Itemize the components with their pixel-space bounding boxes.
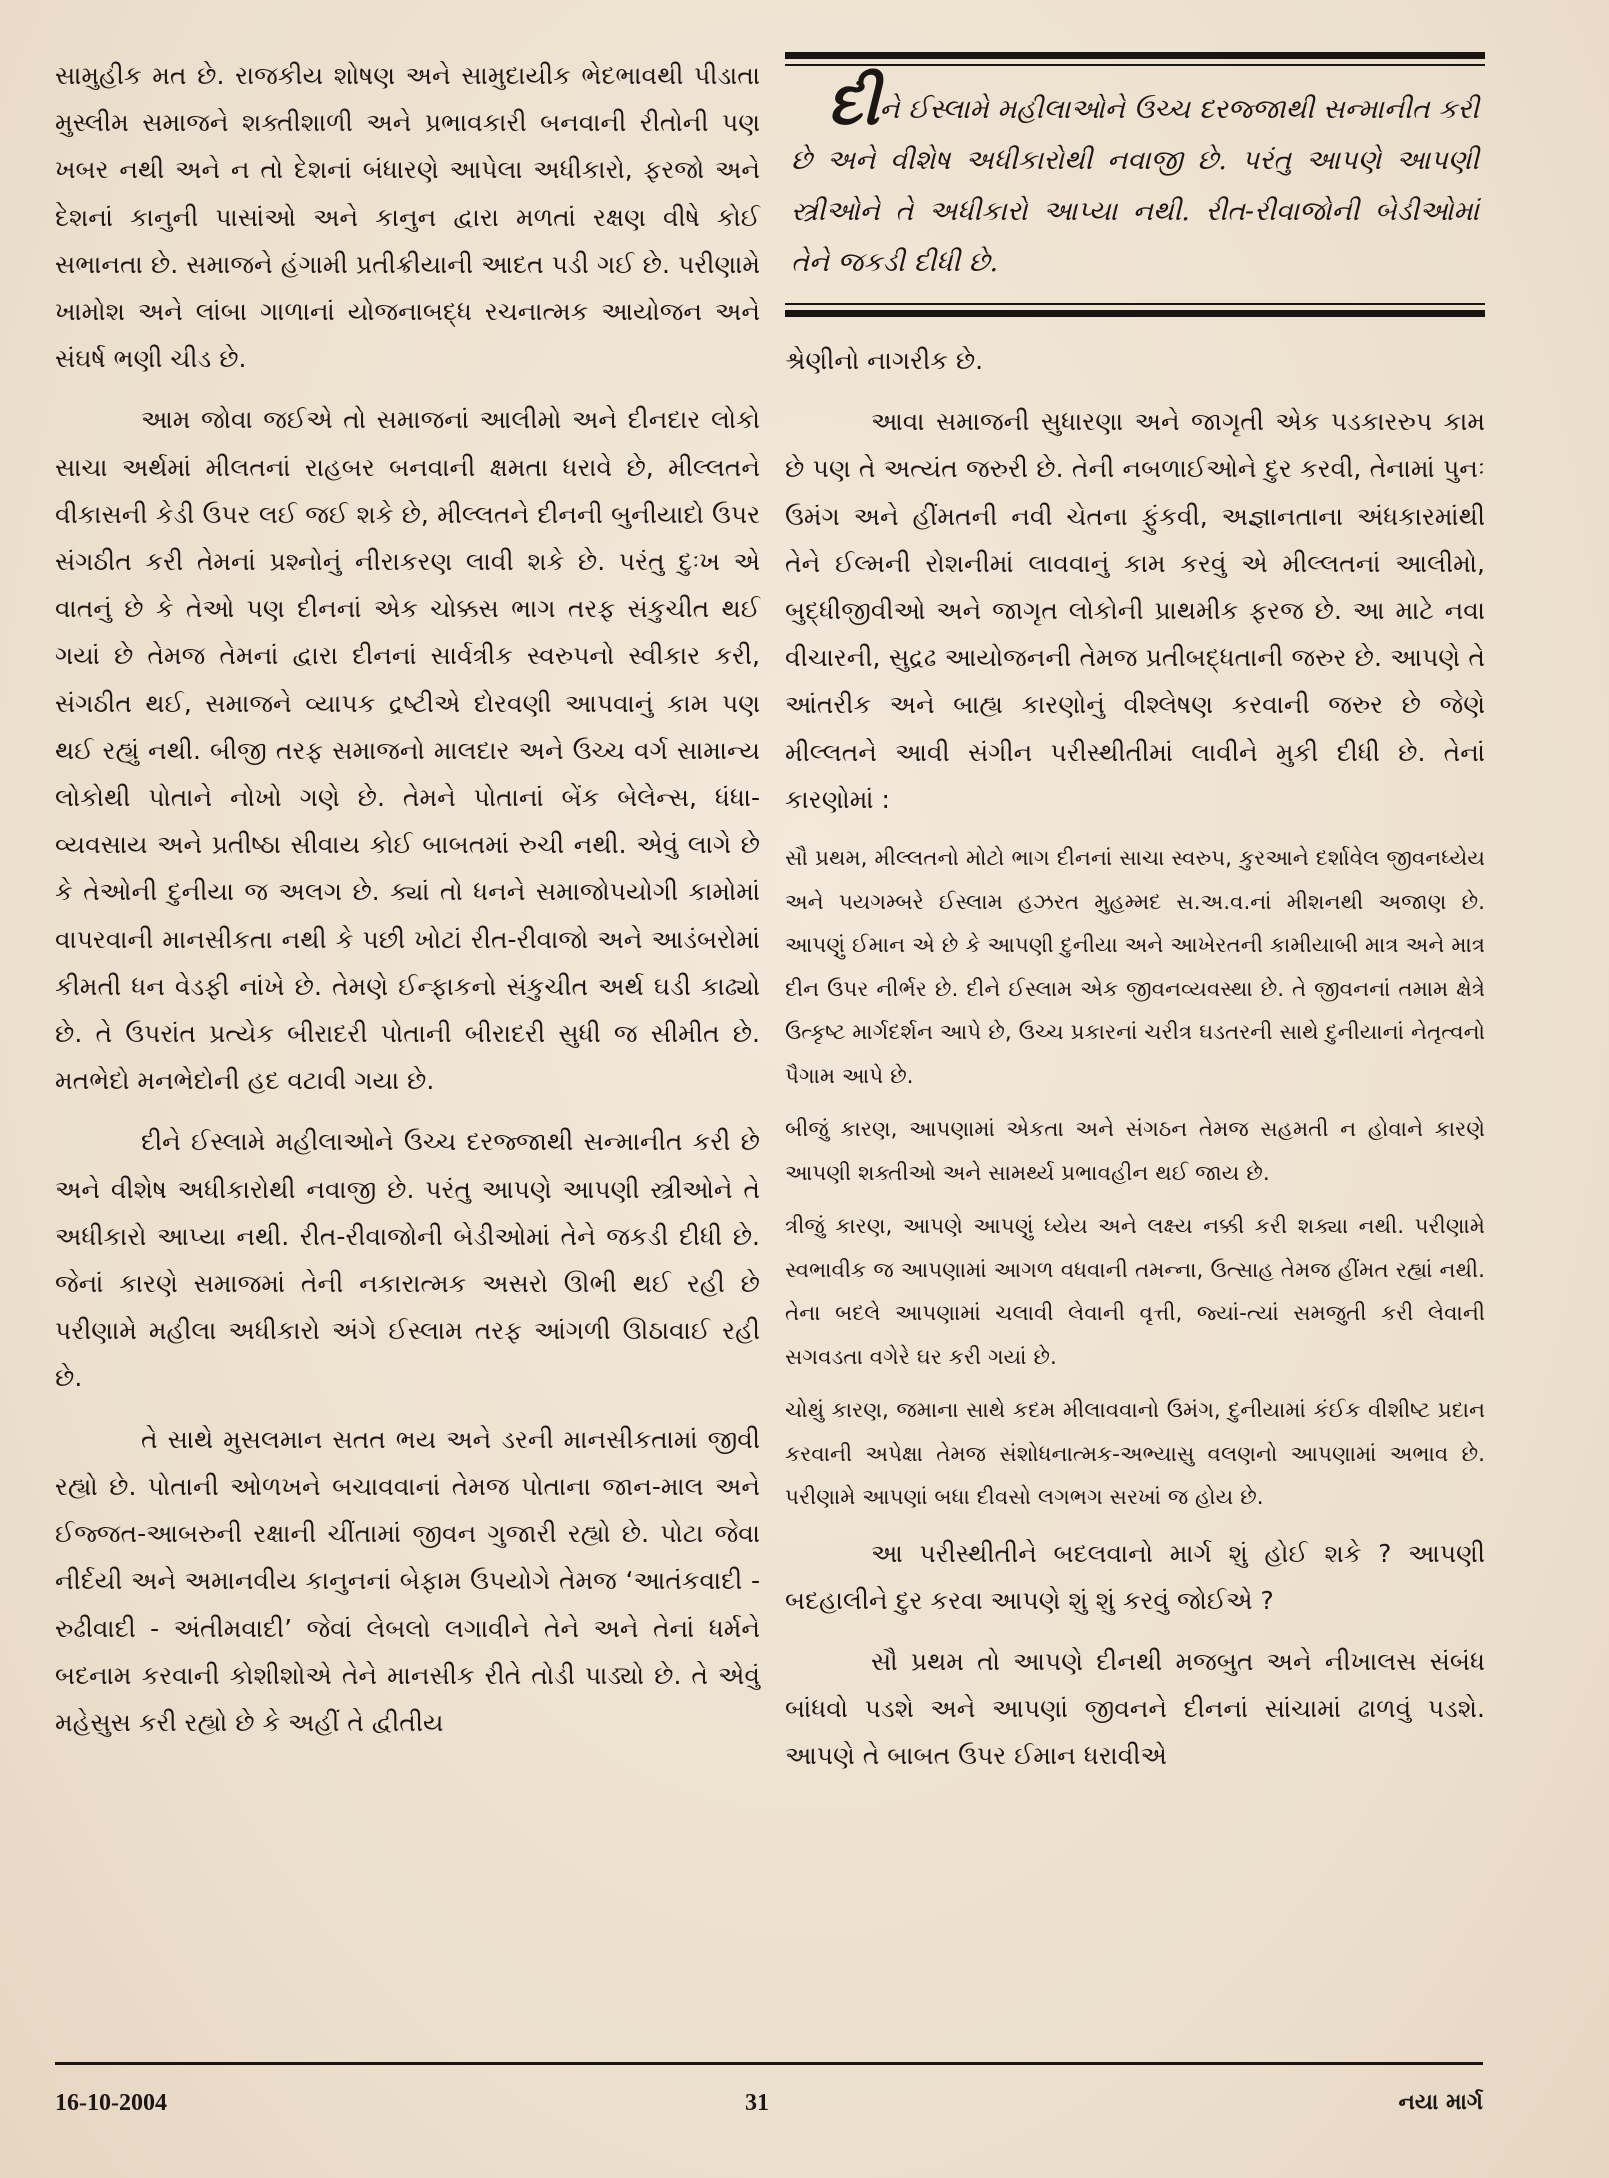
reason-paragraph: સૌ પ્રથમ, મીલ્લતનો મોટો ભાગ દીનનાં સાચા સ્વરુપ, કુરઆને દર્શાવેલ જીવનધ્યેય અને પયગમ્બરે ઈસ્લામ હઝરત મુહમ્મદ સ.અ.વ.નાં મીશનથી અજાણ છે. આપણું ઈમાન એ છે કે આપણી દુનીયા અને આખેરતની કામીયાબી માત્ર અને માત્ર દીન ઉપર નીર્ભર છે. દીને ઈસ્લામ એક જીવનવ્યવસ્થા છે. તે જીવનનાં તમામ ક્ષેત્રે ઉત્કૃષ્ટ માર્ગદર્શન આપે છે, ઉચ્ચ પ્રકારનાં ચરીત્ર ઘડતરની સાથે દુનીયાનાં નેતૃત્વનો પૈગામ આપે છે. <box>785 846 1485 1089</box>
paragraph: તે સાથે મુસલમાન સતત ભય અને ડરની માનસીકતામાં જીવી રહ્યો છે. પોતાની ઓળખને બચાવવાનાં તેમજ પોતાના જાન-માલ અને ઈજ્જત-આબરુની રક્ષાની ચીંતામાં જીવન ગુજારી રહ્યો છે. પોટા જેવા નીર્દયી અને અમાનવીય કાનુનનાં બેફામ ઉપયોગે તેમજ ‘આતંકવાદી - રુઢીવાદી - અંતીમવાદી’ જેવાં લેબલો લગાવીને તેને અને તેનાં ધર્મને બદનામ કરવાની કોશીશોએ તેને માનસીક રીતે તોડી પાડ્યો છે. તે એવું મહેસુસ કરી રહ્યો છે કે અહીં તે દ્વીતીય <box>55 1424 760 1737</box>
drop-cap: દી <box>827 66 880 139</box>
footer-rule <box>55 2062 1483 2065</box>
reason-paragraph: ત્રીજું કારણ, આપણે આપણું ધ્યેય અને લક્ષ્ય નક્કી કરી શક્યા નથી. પરીણામે સ્વભાવીક જ આપણામાં આગળ વધવાની તમન્ના, ઉત્સાહ તેમજ હીંમત રહ્યાં નથી. તેના બદલે આપણામાં ચલાવી લેવાની વૃત્તી, જ્યાં-ત્યાં સમજુતી કરી લેવાની સગવડતા વગેરે ઘર કરી ગયાં છે. <box>785 1214 1485 1370</box>
reason-paragraph: ચોથું કારણ, જમાના સાથે કદમ મીલાવવાનો ઉમંગ, દુનીયામાં કંઈક વીશીષ્ટ પ્રદાન કરવાની અપેક્ષા તેમજ સંશોધનાત્મક-અભ્યાસુ વલણનો આપણામાં અભાવ છે. પરીણામે આપણાં બધા દીવસો લગભગ સરખાં જ હોય છે. <box>785 1398 1485 1511</box>
paragraph: દીને ઈસ્લામે મહીલાઓને ઉચ્ચ દરજ્જાથી સન્માનીત કરી છે અને વીશેષ અધીકારોથી નવાજી છે. પરંતુ આપણે આપણી સ્ત્રીઓને તે અધીકારો આપ્યા નથી. રીત-રીવાજોની બેડીઓમાં તેને જકડી દીધી છે. જેનાં કારણે સમાજમાં તેની નકારાત્મક અસરો ઊભી થઈ રહી છે પરીણામે મહીલા અધીકારો અંગે ઈસ્લામ તરફ આંગળી ઊઠાવાઈ રહી છે. <box>55 1127 760 1393</box>
pull-quote <box>785 52 1485 317</box>
reason-paragraph: બીજું કારણ, આપણામાં એકતા અને સંગઠન તેમજ સહમતી ન હોવાને કારણે આપણી શક્તીઓ અને સામર્થ્ય પ્રભાવહીન થઈ જાય છે. <box>785 1117 1485 1186</box>
paragraph: સામુહીક મત છે. રાજકીય શોષણ અને સામુદાયીક ભેદભાવથી પીડાતા મુસ્લીમ સમાજને શક્તીશાળી અને પ્રભાવકારી બનવાની રીતોની પણ ખબર નથી અને ન તો દેશનાં બંધારણે આપેલા અધીકારો, ફરજો અને દેશનાં કાનુની પાસાંઓ અને કાનુન દ્વારા મળતાં રક્ષણ વીષે કોઈ સભાનતા છે. સમાજને હંગામી પ્રતીક્રીયાની આદત પડી ગઈ છે. પરીણામે ખામોશ અને લાંબા ગાળાનાં યોજનાબદ્ધ રચનાત્મક આયોજન અને સંઘર્ષ ભણી ચીડ છે. <box>55 61 760 374</box>
paragraph: આ પરીસ્થીતીને બદલવાનો માર્ગ શું હોઈ શકે ? આપણી બદહાલીને દુર કરવા આપણે શું શું કરવું જોઈએ ? <box>785 1538 1485 1615</box>
paragraph: આવા સમાજની સુધારણા અને જાગૃતી એક પડકારરુપ કામ છે પણ તે અત્યંત જરુરી છે. તેની નબળાઈઓને દુર કરવી, તેનામાં પુનઃ ઉમંગ અને હીંમતની નવી ચેતના ફુંકવી, અજ્ઞાનતાના અંધકારમાંથી તેને ઈલ્મની રોશનીમાં લાવવાનું કામ કરવું એ મીલ્લતનાં આલીમો, બુદ્ધીજીવીઓ અને જાગૃત લોકોની પ્રાથમીક ફરજ છે. આ માટે નવા વીચારની, સુદ્રઢ આયોજનની તેમજ પ્રતીબદ્ધતાની જરુર છે. આપણે તે આંતરીક અને બાહ્ય કારણોનું વીશ્લેષણ કરવાની જરુર છે જેણે મીલ્લતને આવી સંગીન પરીસ્થીતીમાં લાવીને મુકી દીધી છે. તેનાં કારણોમાં : <box>785 407 1485 814</box>
paragraph: આમ જોવા જઈએ તો સમાજનાં આલીમો અને દીનદાર લોકો સાચા અર્થમાં મીલતનાં રાહબર બનવાની ક્ષમતા ધરાવે છે, મીલ્લતને વીકાસની કેડી ઉપર લઈ જઈ શકે છે, મીલ્લતને દીનની બુનીયાદો ઉપર સંગઠીત કરી તેમનાં પ્રશ્નોનું નીરાકરણ લાવી શકે છે. પરંતુ દુઃખ એ વાતનું છે કે તેઓ પણ દીનનાં એક ચોક્કસ ભાગ તરફ સંકુચીત થઈ ગયાં છે તેમજ તેમનાં દ્વારા દીનનાં સાર્વત્રીક સ્વરુપનો સ્વીકાર કરી, સંગઠીત થઈ, સમાજને વ્યાપક દ્રષ્ટીએ દોરવણી આપવાનું કામ પણ થઈ રહ્યું નથી. બીજી તરફ સમાજનો માલદાર અને ઉચ્ચ વર્ગ સામાન્ય લોકોથી પોતાને નોખો ગણે છે. તેમને પોતાનાં બેંક બેલેન્સ, ધંધા-વ્યવસાય અને પ્રતીષ્ઠા સીવાય કોઈ બાબતમાં રુચી નથી. એવું લાગે છે કે તેઓની દુનીયા જ અલગ છે. ક્યાં તો ધનને સમાજોપયોગી કામોમાં વાપરવાની માનસીકતા નથી કે પછી ખોટાં રીત-રીવાજો અને આડંબરોમાં કીમતી ધન વેડફી નાંખે છે. તેમણે ઈન્ફાકનો સંકુચીત અર્થ ઘડી કાઢ્યો છે. તે ઉપરાંત પ્રત્યેક બીરાદરી પોતાની બીરાદરી સુધી જ સીમીત છે. મતભેદો મનભેદોની હદ વટાવી ગયા છે. <box>55 405 760 1096</box>
magazine-name: નયા માર્ગ <box>1398 2090 1483 2115</box>
page-footer <box>55 2090 1483 2130</box>
pull-quote-text <box>791 66 1479 288</box>
issue-date: 16-10-2004 <box>55 2090 167 2116</box>
page-number: 31 <box>745 2090 769 2116</box>
pull-quote-body: ને ઈસ્લામે મહીલાઓને ઉચ્ચ દરજ્જાથી સન્માનીત કરી છે અને વીશેષ અધીકારોથી નવાજી છે. પરંતુ આપણે આપણી સ્ત્રીઓને તે અધીકારો આપ્યા નથી. રીત-રીવાજોની બેડીઓમાં તેને જકડી દીધી છે. <box>791 94 1479 278</box>
left-column <box>55 52 760 1760</box>
paragraph: શ્રેણીનો નાગરીક છે. <box>785 346 984 375</box>
paragraph: સૌ પ્રથમ તો આપણે દીનથી મજબુત અને નીખાલસ સંબંધ બાંધવો પડશે અને આપણાં જીવનને દીનનાં સાંચામાં ઢાળવું પડશે. આપણે તે બાબત ઉપર ઈમાન ધરાવીએ <box>785 1646 1485 1771</box>
right-column <box>785 52 1485 1794</box>
